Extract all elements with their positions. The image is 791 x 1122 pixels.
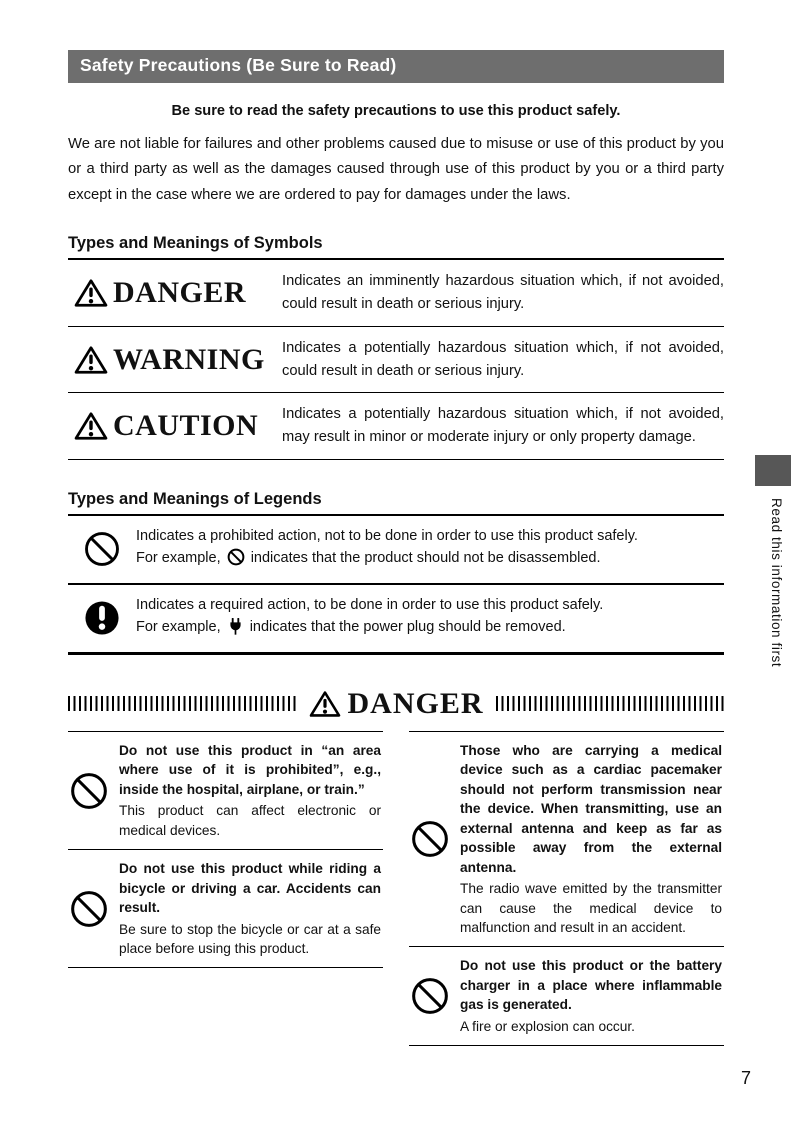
caution-label-text: CAUTION <box>113 409 259 443</box>
danger-label <box>68 276 282 310</box>
legend-line2 <box>136 547 724 573</box>
danger-item-body: The radio wave emitted by the transmitter can cause the medical device to malfunction and result in an accident. <box>460 881 722 935</box>
danger-banner-label <box>309 687 484 721</box>
legend-example-suffix: indicates that the product should not be disassembled. <box>250 550 601 567</box>
danger-item-bicycle-car <box>68 849 383 968</box>
danger-item-heading: Do not use this product in “an area where use of it is prohibited”, e.g., inside the hospital, airplane, or train.” <box>119 742 381 797</box>
prohibition-icon <box>411 977 449 1015</box>
legend-row-required <box>68 583 724 652</box>
danger-item-text <box>119 741 381 840</box>
legend-text-required <box>136 594 724 643</box>
danger-item-inflammable-gas <box>409 946 724 1046</box>
legend-example-suffix: indicates that the power plug should be removed. <box>249 619 566 636</box>
danger-item-heading: Do not use this product or the battery charger in a place where inflammable gas is generated. <box>460 958 722 1013</box>
warning-triangle-icon <box>74 411 108 441</box>
prohibition-icon <box>227 548 245 573</box>
legend-row-prohibited <box>68 516 724 583</box>
danger-item-body: Be sure to stop the bicycle or car at a safe place before using this product. <box>119 921 381 956</box>
stripe-bar-left <box>68 696 297 711</box>
prohibition-icon <box>70 772 108 810</box>
required-action-icon <box>84 600 120 636</box>
danger-banner-text: DANGER <box>347 686 484 720</box>
caution-description: Indicates a potentially hazardous situation which, if not avoided, may result in minor or moderate injury or only property damage. <box>282 406 724 446</box>
intro-bold-line: Be sure to read the safety precautions to use this product safely. <box>171 103 621 119</box>
warning-label <box>68 343 282 377</box>
danger-item-body: This product can affect electronic or medical devices. <box>119 803 381 838</box>
legend-line1: Indicates a prohibited action, not to be done in order to use this product safely. <box>136 528 638 544</box>
symbol-row-warning <box>68 327 724 394</box>
symbol-row-danger <box>68 260 724 327</box>
symbols-table <box>68 260 724 460</box>
warning-description: Indicates a potentially hazardous situation which, if not avoided, could result in death or serious injury. <box>282 339 724 379</box>
danger-items <box>68 731 724 1046</box>
danger-banner <box>68 687 724 721</box>
danger-item-heading: Those who are carrying a medical device such as a cardiac pacemaker should not perform transmission near the device. When transmitting, use an external antenna and keep as far as possible away from the external antenna. <box>460 742 722 875</box>
warning-triangle-icon <box>74 278 108 308</box>
intro-paragraph: We are not liable for failures and other problems caused due to misuse or use of this product by you or a third party as well as the damages caused through use of this product by you or a third party except in the case where we are ordered to pay for damages under the laws. <box>68 136 724 203</box>
symbols-section-title: Types and Meanings of Symbols <box>68 234 724 260</box>
danger-item-heading: Do not use this product while riding a bicycle or driving a car. Accidents can result. <box>119 861 381 916</box>
danger-column-left <box>68 731 383 1046</box>
danger-label-text: DANGER <box>113 276 247 310</box>
prohibition-icon <box>84 531 120 567</box>
caution-label <box>68 409 282 443</box>
danger-description: Indicates an imminently hazardous situation which, if not avoided, could result in death or serious injury. <box>282 273 724 313</box>
danger-item-prohibited-area <box>68 731 383 849</box>
prohibition-icon <box>70 890 108 928</box>
section-tab <box>755 455 791 486</box>
danger-item-medical-device <box>409 731 724 947</box>
legends-section-title: Types and Meanings of Legends <box>68 490 724 516</box>
warning-label-text: WARNING <box>113 342 265 376</box>
legend-example-prefix: For example, <box>136 550 221 567</box>
warning-triangle-icon <box>74 345 108 375</box>
page-header-title: Safety Precautions (Be Sure to Read) <box>80 55 397 75</box>
legend-example-prefix: For example, <box>136 619 221 636</box>
page-header <box>68 50 724 83</box>
danger-item-text <box>460 956 722 1036</box>
section-sidebar-label: Read this information first <box>769 498 784 668</box>
warning-triangle-icon <box>309 690 341 718</box>
legend-text-prohibited <box>136 525 724 574</box>
page-number: 7 <box>740 1068 751 1088</box>
danger-column-right <box>409 731 724 1046</box>
symbol-row-caution <box>68 393 724 460</box>
prohibition-icon <box>411 820 449 858</box>
danger-item-text <box>460 741 722 938</box>
power-plug-icon <box>227 618 244 642</box>
page-content <box>68 50 724 1046</box>
legend-line1: Indicates a required action, to be done in order to use this product safely. <box>136 596 604 613</box>
stripe-bar-right <box>496 696 725 711</box>
danger-item-text <box>119 859 381 958</box>
legend-line2 <box>136 616 724 642</box>
legends-table <box>68 516 724 655</box>
danger-item-body: A fire or explosion can occur. <box>460 1018 635 1034</box>
